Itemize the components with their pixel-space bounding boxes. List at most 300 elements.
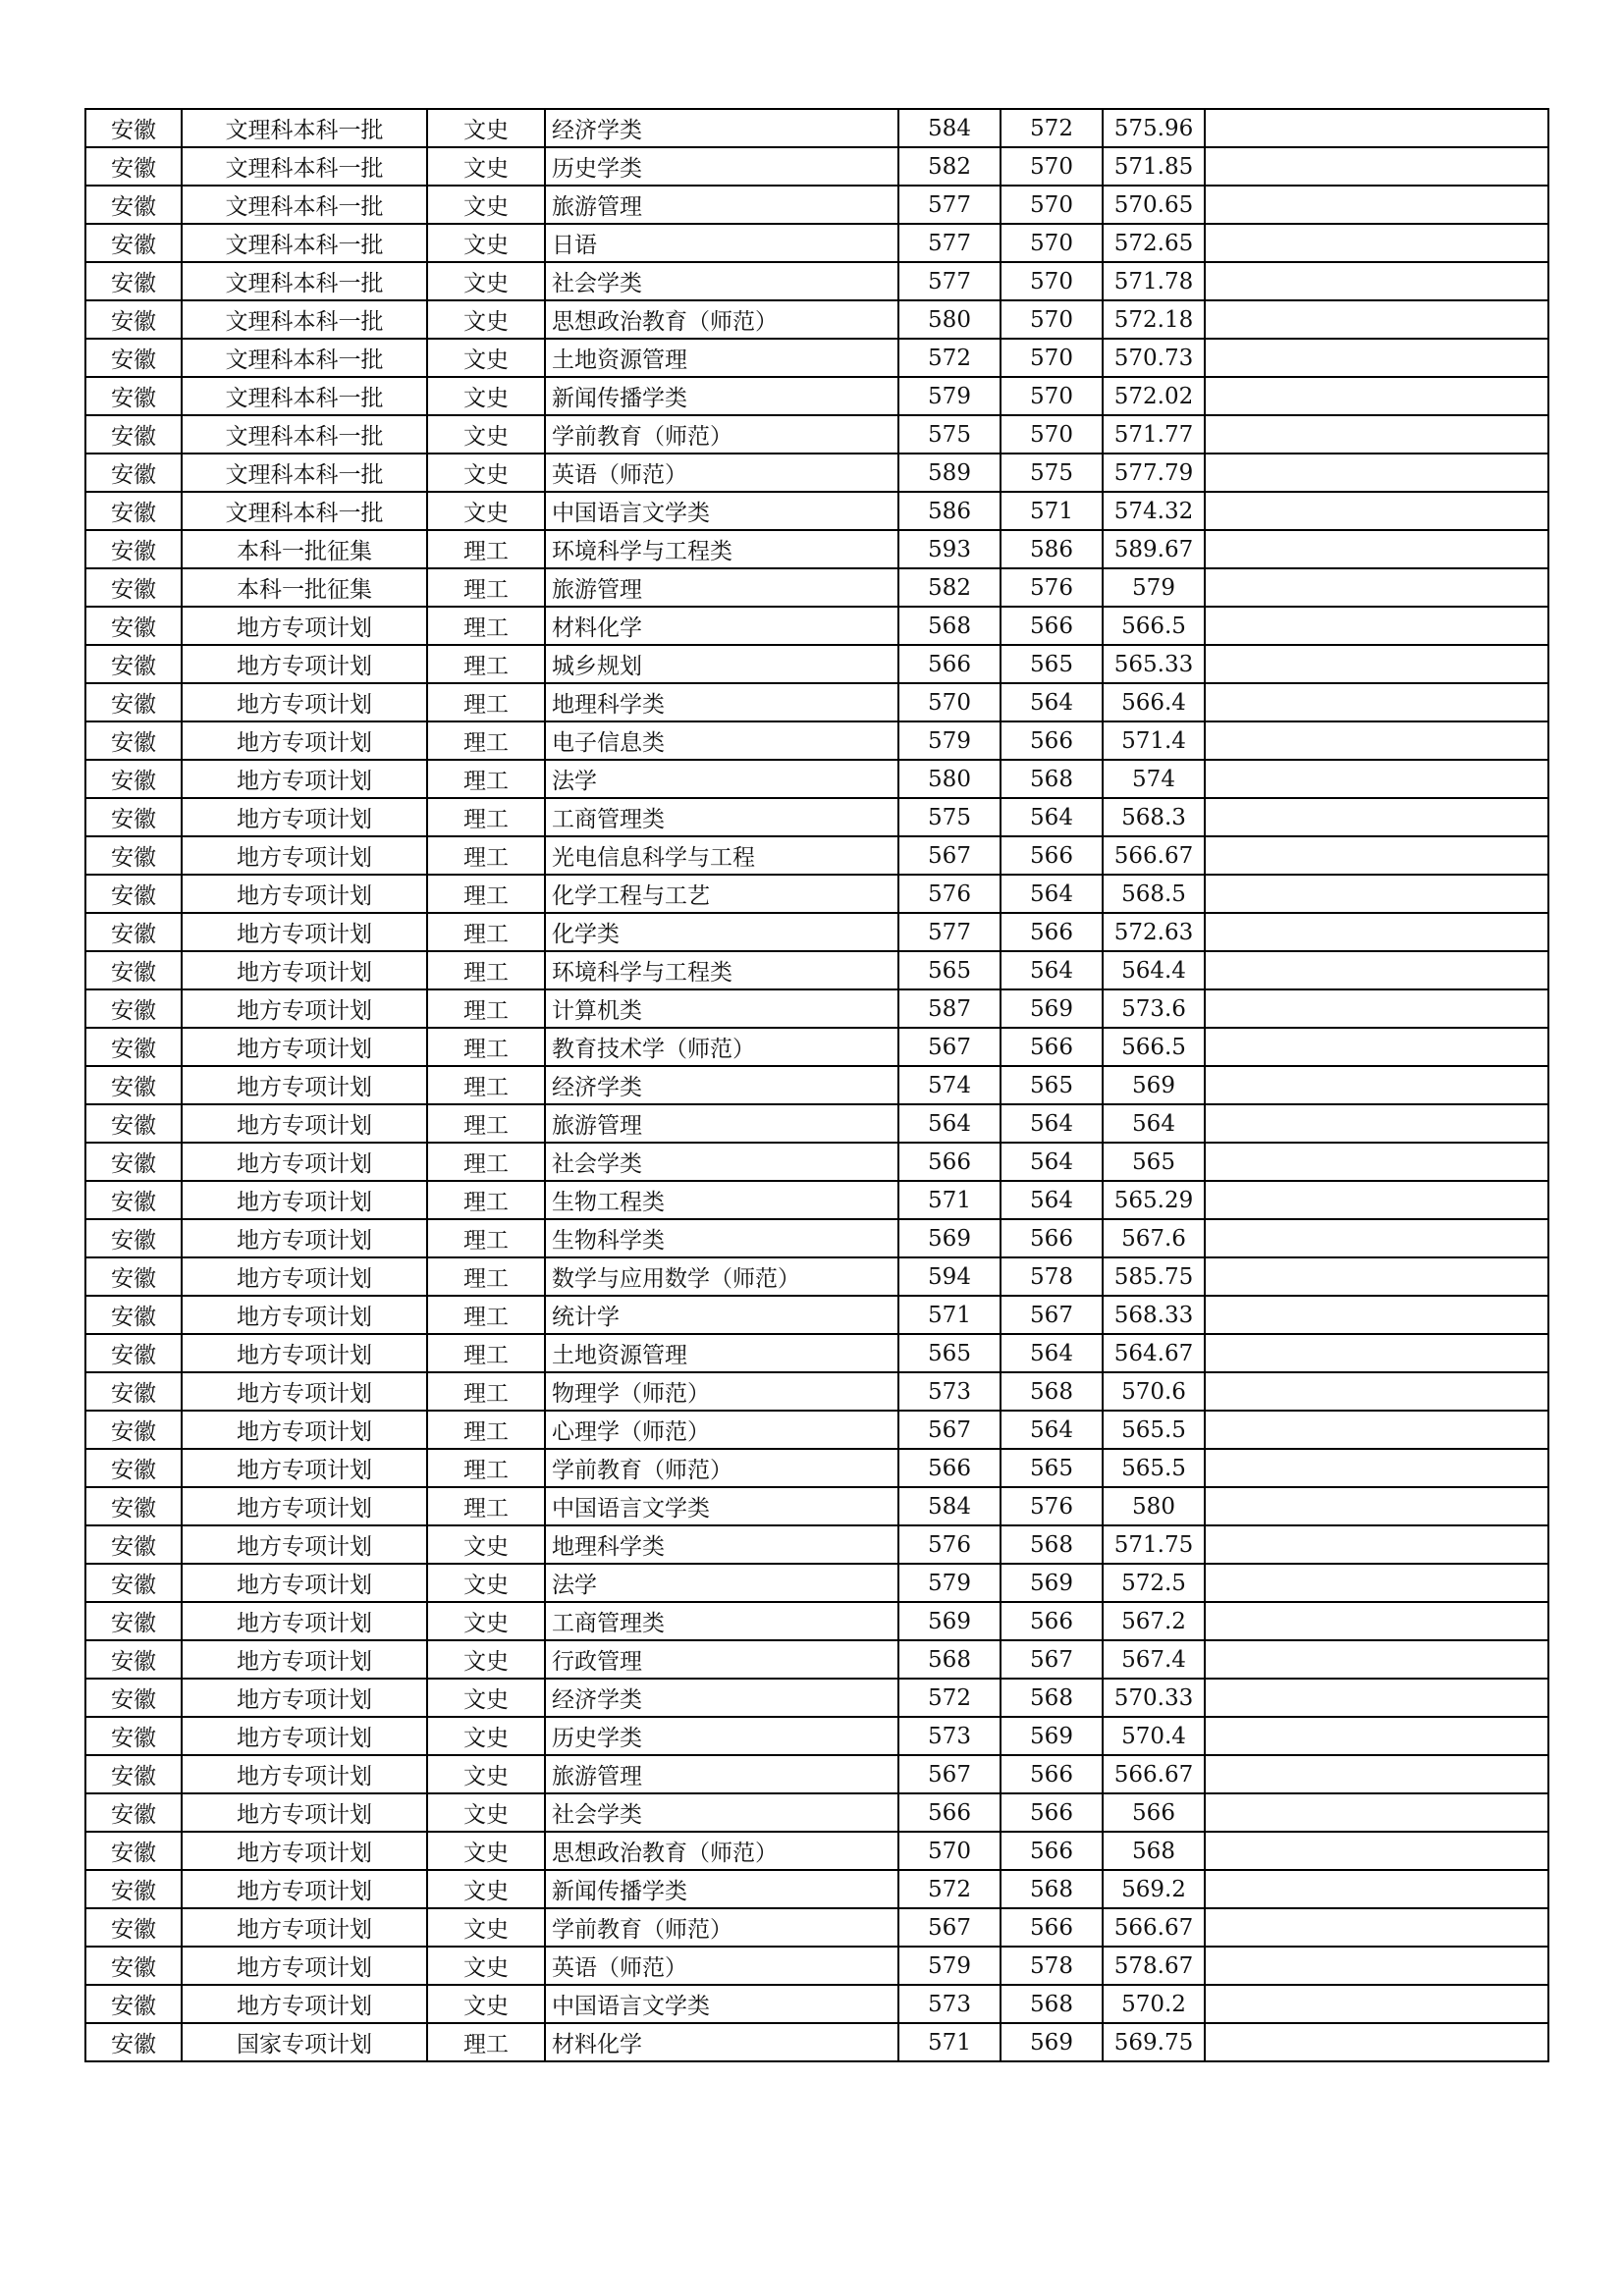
batch-cell: 地方专项计划	[182, 913, 427, 951]
table-row	[85, 1717, 1548, 1755]
batch-cell: 地方专项计划	[182, 989, 427, 1028]
note-cell	[1205, 1602, 1548, 1640]
category-cell: 理工	[427, 721, 545, 760]
major-cell: 生物工程类	[545, 1181, 898, 1219]
major-cell: 法学	[545, 1564, 898, 1602]
avg-score-cell: 578.67	[1103, 1947, 1205, 1985]
batch-cell: 地方专项计划	[182, 798, 427, 836]
min-score-cell: 567	[1001, 1296, 1103, 1334]
avg-score-cell: 577.79	[1103, 454, 1205, 492]
min-score-cell: 569	[1001, 989, 1103, 1028]
province-cell: 安徽	[85, 1870, 182, 1908]
avg-score-cell: 580	[1103, 1487, 1205, 1525]
avg-score-cell: 571.77	[1103, 415, 1205, 454]
major-cell: 地理科学类	[545, 683, 898, 721]
category-cell: 理工	[427, 760, 545, 798]
province-cell: 安徽	[85, 1219, 182, 1257]
note-cell	[1205, 1334, 1548, 1372]
province-cell: 安徽	[85, 721, 182, 760]
province-cell: 安徽	[85, 1181, 182, 1219]
major-cell: 中国语言文学类	[545, 1985, 898, 2023]
min-score-cell: 565	[1001, 1449, 1103, 1487]
table-row	[85, 1104, 1548, 1143]
batch-cell: 文理科本科一批	[182, 109, 427, 147]
batch-cell: 地方专项计划	[182, 836, 427, 875]
table-row	[85, 339, 1548, 377]
province-cell: 安徽	[85, 1908, 182, 1947]
major-cell: 经济学类	[545, 1679, 898, 1717]
min-score-cell: 570	[1001, 262, 1103, 300]
major-cell: 英语（师范）	[545, 454, 898, 492]
batch-cell: 地方专项计划	[182, 760, 427, 798]
note-cell	[1205, 1372, 1548, 1411]
category-cell: 理工	[427, 913, 545, 951]
max-score-cell: 593	[898, 530, 1001, 568]
note-cell	[1205, 1487, 1548, 1525]
batch-cell: 地方专项计划	[182, 1372, 427, 1411]
min-score-cell: 566	[1001, 1793, 1103, 1832]
max-score-cell: 565	[898, 1334, 1001, 1372]
max-score-cell: 586	[898, 492, 1001, 530]
province-cell: 安徽	[85, 875, 182, 913]
province-cell: 安徽	[85, 1793, 182, 1832]
max-score-cell: 570	[898, 1832, 1001, 1870]
category-cell: 理工	[427, 2023, 545, 2061]
avg-score-cell: 566.5	[1103, 607, 1205, 645]
major-cell: 电子信息类	[545, 721, 898, 760]
major-cell: 中国语言文学类	[545, 1487, 898, 1525]
province-cell: 安徽	[85, 1525, 182, 1564]
avg-score-cell: 574	[1103, 760, 1205, 798]
min-score-cell: 568	[1001, 1679, 1103, 1717]
note-cell	[1205, 1028, 1548, 1066]
province-cell: 安徽	[85, 1602, 182, 1640]
avg-score-cell: 569.75	[1103, 2023, 1205, 2061]
batch-cell: 地方专项计划	[182, 1564, 427, 1602]
avg-score-cell: 573.6	[1103, 989, 1205, 1028]
major-cell: 土地资源管理	[545, 339, 898, 377]
note-cell	[1205, 1908, 1548, 1947]
max-score-cell: 572	[898, 1679, 1001, 1717]
province-cell: 安徽	[85, 224, 182, 262]
avg-score-cell: 569	[1103, 1066, 1205, 1104]
major-cell: 材料化学	[545, 607, 898, 645]
avg-score-cell: 567.2	[1103, 1602, 1205, 1640]
table-row	[85, 262, 1548, 300]
major-cell: 土地资源管理	[545, 1334, 898, 1372]
max-score-cell: 584	[898, 1487, 1001, 1525]
min-score-cell: 575	[1001, 454, 1103, 492]
note-cell	[1205, 1257, 1548, 1296]
batch-cell: 地方专项计划	[182, 1640, 427, 1679]
avg-score-cell: 567.6	[1103, 1219, 1205, 1257]
category-cell: 理工	[427, 836, 545, 875]
province-cell: 安徽	[85, 913, 182, 951]
note-cell	[1205, 262, 1548, 300]
note-cell	[1205, 1219, 1548, 1257]
batch-cell: 地方专项计划	[182, 1143, 427, 1181]
batch-cell: 文理科本科一批	[182, 147, 427, 186]
batch-cell: 文理科本科一批	[182, 415, 427, 454]
province-cell: 安徽	[85, 951, 182, 989]
table-body	[85, 109, 1548, 2061]
max-score-cell: 570	[898, 683, 1001, 721]
major-cell: 环境科学与工程类	[545, 951, 898, 989]
note-cell	[1205, 1755, 1548, 1793]
major-cell: 行政管理	[545, 1640, 898, 1679]
min-score-cell: 570	[1001, 300, 1103, 339]
note-cell	[1205, 1985, 1548, 2023]
category-cell: 文史	[427, 300, 545, 339]
batch-cell: 地方专项计划	[182, 1257, 427, 1296]
category-cell: 文史	[427, 1947, 545, 1985]
province-cell: 安徽	[85, 186, 182, 224]
province-cell: 安徽	[85, 109, 182, 147]
avg-score-cell: 579	[1103, 568, 1205, 607]
major-cell: 教育技术学（师范）	[545, 1028, 898, 1066]
max-score-cell: 566	[898, 1449, 1001, 1487]
avg-score-cell: 568.33	[1103, 1296, 1205, 1334]
note-cell	[1205, 875, 1548, 913]
min-score-cell: 570	[1001, 377, 1103, 415]
category-cell: 理工	[427, 951, 545, 989]
note-cell	[1205, 492, 1548, 530]
batch-cell: 地方专项计划	[182, 1028, 427, 1066]
category-cell: 理工	[427, 607, 545, 645]
batch-cell: 地方专项计划	[182, 1525, 427, 1564]
note-cell	[1205, 415, 1548, 454]
avg-score-cell: 571.4	[1103, 721, 1205, 760]
avg-score-cell: 565.5	[1103, 1449, 1205, 1487]
batch-cell: 地方专项计划	[182, 1487, 427, 1525]
major-cell: 心理学（师范）	[545, 1411, 898, 1449]
province-cell: 安徽	[85, 1640, 182, 1679]
note-cell	[1205, 1066, 1548, 1104]
province-cell: 安徽	[85, 1411, 182, 1449]
province-cell: 安徽	[85, 645, 182, 683]
table-row	[85, 1219, 1548, 1257]
avg-score-cell: 566	[1103, 1793, 1205, 1832]
max-score-cell: 577	[898, 262, 1001, 300]
category-cell: 理工	[427, 1411, 545, 1449]
note-cell	[1205, 1947, 1548, 1985]
province-cell: 安徽	[85, 683, 182, 721]
max-score-cell: 594	[898, 1257, 1001, 1296]
major-cell: 环境科学与工程类	[545, 530, 898, 568]
min-score-cell: 564	[1001, 1143, 1103, 1181]
province-cell: 安徽	[85, 836, 182, 875]
table-row	[85, 1411, 1548, 1449]
table-row	[85, 109, 1548, 147]
avg-score-cell: 574.32	[1103, 492, 1205, 530]
avg-score-cell: 571.78	[1103, 262, 1205, 300]
note-cell	[1205, 109, 1548, 147]
min-score-cell: 564	[1001, 1411, 1103, 1449]
avg-score-cell: 568.3	[1103, 798, 1205, 836]
max-score-cell: 567	[898, 836, 1001, 875]
min-score-cell: 564	[1001, 1334, 1103, 1372]
category-cell: 文史	[427, 109, 545, 147]
max-score-cell: 569	[898, 1602, 1001, 1640]
note-cell	[1205, 530, 1548, 568]
table-row	[85, 568, 1548, 607]
note-cell	[1205, 1640, 1548, 1679]
table-row	[85, 415, 1548, 454]
avg-score-cell: 570.73	[1103, 339, 1205, 377]
category-cell: 文史	[427, 1564, 545, 1602]
province-cell: 安徽	[85, 1755, 182, 1793]
table-row	[85, 721, 1548, 760]
batch-cell: 文理科本科一批	[182, 186, 427, 224]
avg-score-cell: 572.63	[1103, 913, 1205, 951]
avg-score-cell: 566.67	[1103, 1908, 1205, 1947]
table-row	[85, 1181, 1548, 1219]
province-cell: 安徽	[85, 147, 182, 186]
category-cell: 文史	[427, 186, 545, 224]
max-score-cell: 571	[898, 2023, 1001, 2061]
batch-cell: 本科一批征集	[182, 530, 427, 568]
batch-cell: 地方专项计划	[182, 645, 427, 683]
province-cell: 安徽	[85, 989, 182, 1028]
table-row	[85, 530, 1548, 568]
batch-cell: 地方专项计划	[182, 1449, 427, 1487]
note-cell	[1205, 454, 1548, 492]
note-cell	[1205, 2023, 1548, 2061]
batch-cell: 地方专项计划	[182, 1679, 427, 1717]
min-score-cell: 566	[1001, 607, 1103, 645]
province-cell: 安徽	[85, 1832, 182, 1870]
major-cell: 历史学类	[545, 147, 898, 186]
batch-cell: 文理科本科一批	[182, 339, 427, 377]
max-score-cell: 568	[898, 607, 1001, 645]
note-cell	[1205, 683, 1548, 721]
min-score-cell: 569	[1001, 1717, 1103, 1755]
avg-score-cell: 572.02	[1103, 377, 1205, 415]
province-cell: 安徽	[85, 1334, 182, 1372]
table-row	[85, 798, 1548, 836]
category-cell: 理工	[427, 1181, 545, 1219]
avg-score-cell: 572.5	[1103, 1564, 1205, 1602]
min-score-cell: 568	[1001, 1870, 1103, 1908]
avg-score-cell: 564.67	[1103, 1334, 1205, 1372]
min-score-cell: 567	[1001, 1640, 1103, 1679]
batch-cell: 地方专项计划	[182, 1717, 427, 1755]
province-cell: 安徽	[85, 300, 182, 339]
major-cell: 旅游管理	[545, 186, 898, 224]
max-score-cell: 577	[898, 224, 1001, 262]
major-cell: 历史学类	[545, 1717, 898, 1755]
avg-score-cell: 570.65	[1103, 186, 1205, 224]
min-score-cell: 564	[1001, 798, 1103, 836]
table-row	[85, 913, 1548, 951]
batch-cell: 地方专项计划	[182, 1908, 427, 1947]
table-row	[85, 1372, 1548, 1411]
category-cell: 理工	[427, 1449, 545, 1487]
major-cell: 新闻传播学类	[545, 1870, 898, 1908]
min-score-cell: 569	[1001, 2023, 1103, 2061]
min-score-cell: 571	[1001, 492, 1103, 530]
max-score-cell: 566	[898, 1793, 1001, 1832]
batch-cell: 地方专项计划	[182, 1602, 427, 1640]
max-score-cell: 574	[898, 1066, 1001, 1104]
province-cell: 安徽	[85, 377, 182, 415]
min-score-cell: 566	[1001, 721, 1103, 760]
note-cell	[1205, 1679, 1548, 1717]
table-row	[85, 300, 1548, 339]
major-cell: 化学工程与工艺	[545, 875, 898, 913]
table-row	[85, 1602, 1548, 1640]
province-cell: 安徽	[85, 798, 182, 836]
min-score-cell: 570	[1001, 147, 1103, 186]
min-score-cell: 566	[1001, 1602, 1103, 1640]
table-row	[85, 1640, 1548, 1679]
max-score-cell: 579	[898, 1564, 1001, 1602]
max-score-cell: 566	[898, 645, 1001, 683]
category-cell: 理工	[427, 1334, 545, 1372]
category-cell: 文史	[427, 1985, 545, 2023]
min-score-cell: 566	[1001, 836, 1103, 875]
major-cell: 统计学	[545, 1296, 898, 1334]
batch-cell: 文理科本科一批	[182, 454, 427, 492]
batch-cell: 地方专项计划	[182, 1219, 427, 1257]
province-cell: 安徽	[85, 415, 182, 454]
table-row	[85, 1870, 1548, 1908]
avg-score-cell: 570.2	[1103, 1985, 1205, 2023]
major-cell: 材料化学	[545, 2023, 898, 2061]
major-cell: 中国语言文学类	[545, 492, 898, 530]
min-score-cell: 565	[1001, 645, 1103, 683]
max-score-cell: 573	[898, 1372, 1001, 1411]
province-cell: 安徽	[85, 1449, 182, 1487]
note-cell	[1205, 645, 1548, 683]
min-score-cell: 566	[1001, 1755, 1103, 1793]
table-row	[85, 492, 1548, 530]
table-row	[85, 951, 1548, 989]
max-score-cell: 579	[898, 1947, 1001, 1985]
avg-score-cell: 570.4	[1103, 1717, 1205, 1755]
min-score-cell: 576	[1001, 1487, 1103, 1525]
max-score-cell: 575	[898, 798, 1001, 836]
batch-cell: 地方专项计划	[182, 1755, 427, 1793]
major-cell: 社会学类	[545, 262, 898, 300]
batch-cell: 地方专项计划	[182, 1104, 427, 1143]
category-cell: 文史	[427, 1602, 545, 1640]
major-cell: 地理科学类	[545, 1525, 898, 1564]
avg-score-cell: 570.6	[1103, 1372, 1205, 1411]
avg-score-cell: 585.75	[1103, 1257, 1205, 1296]
table-row	[85, 607, 1548, 645]
min-score-cell: 570	[1001, 339, 1103, 377]
avg-score-cell: 566.67	[1103, 836, 1205, 875]
category-cell: 文史	[427, 1793, 545, 1832]
min-score-cell: 569	[1001, 1564, 1103, 1602]
admission-score-table	[84, 108, 1549, 2062]
batch-cell: 地方专项计划	[182, 1832, 427, 1870]
avg-score-cell: 589.67	[1103, 530, 1205, 568]
note-cell	[1205, 1104, 1548, 1143]
category-cell: 理工	[427, 530, 545, 568]
table-row	[85, 1755, 1548, 1793]
table-row	[85, 1487, 1548, 1525]
province-cell: 安徽	[85, 760, 182, 798]
province-cell: 安徽	[85, 1143, 182, 1181]
category-cell: 文史	[427, 1679, 545, 1717]
min-score-cell: 566	[1001, 1219, 1103, 1257]
category-cell: 理工	[427, 1219, 545, 1257]
category-cell: 文史	[427, 147, 545, 186]
province-cell: 安徽	[85, 1104, 182, 1143]
major-cell: 生物科学类	[545, 1219, 898, 1257]
table-row	[85, 875, 1548, 913]
batch-cell: 地方专项计划	[182, 1181, 427, 1219]
min-score-cell: 568	[1001, 760, 1103, 798]
category-cell: 文史	[427, 1908, 545, 1947]
min-score-cell: 564	[1001, 951, 1103, 989]
min-score-cell: 568	[1001, 1985, 1103, 2023]
min-score-cell: 566	[1001, 1908, 1103, 1947]
major-cell: 光电信息科学与工程	[545, 836, 898, 875]
batch-cell: 地方专项计划	[182, 607, 427, 645]
category-cell: 文史	[427, 339, 545, 377]
table-row	[85, 1296, 1548, 1334]
table-row	[85, 1257, 1548, 1296]
note-cell	[1205, 1449, 1548, 1487]
avg-score-cell: 566.5	[1103, 1028, 1205, 1066]
note-cell	[1205, 913, 1548, 951]
batch-cell: 地方专项计划	[182, 1411, 427, 1449]
major-cell: 经济学类	[545, 109, 898, 147]
min-score-cell: 564	[1001, 1181, 1103, 1219]
major-cell: 新闻传播学类	[545, 377, 898, 415]
major-cell: 工商管理类	[545, 798, 898, 836]
category-cell: 理工	[427, 1296, 545, 1334]
avg-score-cell: 568	[1103, 1832, 1205, 1870]
province-cell: 安徽	[85, 454, 182, 492]
max-score-cell: 582	[898, 568, 1001, 607]
province-cell: 安徽	[85, 1487, 182, 1525]
avg-score-cell: 572.65	[1103, 224, 1205, 262]
province-cell: 安徽	[85, 1564, 182, 1602]
province-cell: 安徽	[85, 1028, 182, 1066]
major-cell: 经济学类	[545, 1066, 898, 1104]
table-row	[85, 1832, 1548, 1870]
category-cell: 文史	[427, 377, 545, 415]
avg-score-cell: 565.33	[1103, 645, 1205, 683]
province-cell: 安徽	[85, 1296, 182, 1334]
batch-cell: 文理科本科一批	[182, 300, 427, 339]
major-cell: 社会学类	[545, 1143, 898, 1181]
province-cell: 安徽	[85, 1717, 182, 1755]
min-score-cell: 564	[1001, 875, 1103, 913]
min-score-cell: 578	[1001, 1947, 1103, 1985]
batch-cell: 地方专项计划	[182, 1296, 427, 1334]
max-score-cell: 566	[898, 1143, 1001, 1181]
major-cell: 思想政治教育（师范）	[545, 300, 898, 339]
category-cell: 理工	[427, 1028, 545, 1066]
min-score-cell: 564	[1001, 1104, 1103, 1143]
note-cell	[1205, 1296, 1548, 1334]
province-cell: 安徽	[85, 568, 182, 607]
table-row	[85, 1449, 1548, 1487]
max-score-cell: 580	[898, 300, 1001, 339]
province-cell: 安徽	[85, 1066, 182, 1104]
province-cell: 安徽	[85, 1985, 182, 2023]
major-cell: 社会学类	[545, 1793, 898, 1832]
table-row	[85, 989, 1548, 1028]
min-score-cell: 572	[1001, 109, 1103, 147]
major-cell: 旅游管理	[545, 1755, 898, 1793]
major-cell: 化学类	[545, 913, 898, 951]
